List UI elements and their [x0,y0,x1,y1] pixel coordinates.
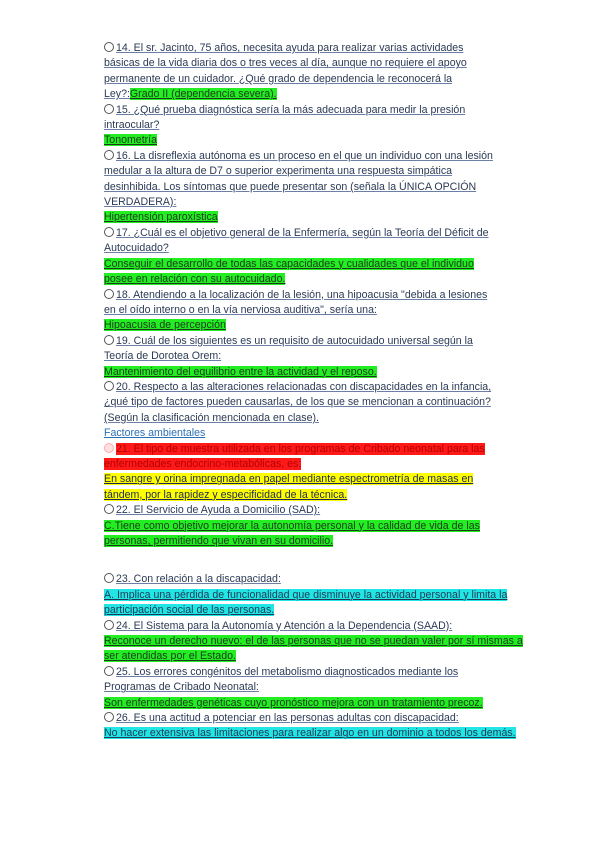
answer-text: Hipertensión paroxística [104,211,218,224]
answer-text: participación social de las personas. [104,604,275,617]
question-line [104,164,524,179]
answer-line [104,210,524,225]
answer-text: Factores ambientales [104,427,206,440]
answer-text: Tonometría [104,134,157,147]
question-text: medular a la altura de D7 o superior experimenta una respuesta simpática [104,165,453,178]
answer-text: Conseguir el desarrollo de todas las capacidades y cualidades que el individuo [104,257,474,270]
question-line [104,411,524,426]
radio-button[interactable] [104,335,114,345]
question-line [104,303,524,318]
question-line [104,680,524,695]
question-line [104,288,524,303]
spacer [104,549,524,572]
radio-button[interactable] [104,150,114,160]
radio-button[interactable] [104,42,114,52]
question-text: 21. El tipo de muestra utilizada en los programas de Cribado neonatal para las [116,442,485,455]
question-line [104,711,524,726]
question-block [104,503,524,549]
question-block [104,380,524,442]
question-block [104,226,524,288]
answer-text: Son enfermedades genéticas cuyo pronóstico mejora con un tratamiento precoz. [104,696,483,709]
radio-button[interactable] [104,227,114,237]
answer-line [104,472,524,487]
answer-text: Reconoce un derecho nuevo: el de las personas que no se puedan valer por sí mismas a [104,635,523,648]
question-block [104,619,524,665]
answer-text: posee en relación con su autocuidado. [104,273,286,286]
quiz-document [104,41,524,742]
radio-button[interactable] [104,620,114,630]
answer-line [104,519,524,534]
answer-line [104,488,524,503]
radio-button[interactable] [104,712,114,722]
question-text: permanente de un cuidador. ¿Qué grado de dependencia le reconocerá la [104,72,453,85]
answer-line [104,634,524,649]
question-text: VERDADERA): [104,196,177,209]
answer-text: ser atendidas por el Estado. [104,650,236,663]
question-text: 20. Respecto a las alteraciones relacionadas con discapacidades en la infancia, [116,380,492,393]
question-text: 24. El Sistema para la Autonomía y Atención a la Dependencia (SAAD): [116,619,453,632]
question-block [104,665,524,711]
radio-button[interactable] [104,573,114,583]
radio-button[interactable] [104,666,114,676]
answer-line [104,534,524,549]
question-line [104,619,524,634]
answer-line [104,365,524,380]
question-text: 19. Cuál de los siguientes es un requisito de autocuidado universal según la [116,334,473,347]
question-text: 18. Atendiendo a la localización de la lesión, una hipoacusia "debida a lesiones [116,288,488,301]
question-line [104,241,524,256]
answer-text: Grado II (dependencia severa). [129,88,277,101]
answer-text: En sangre y orina impregnada en papel mediante espectrometría de masas en [104,473,474,486]
question-text: Programas de Cribado Neonatal: [104,681,259,694]
answer-line [104,649,524,664]
question-text: ¿qué tipo de factores pueden causarlas, de los que se mencionan a continuación? [104,396,491,409]
question-text: 22. El Servicio de Ayuda a Domicilio (SAD): [116,504,321,517]
answer-text: personas, permitiendo que vivan en su domicilio. [104,535,334,547]
question-line [104,442,524,457]
question-text: Teoría de Dorotea Orem: [104,350,222,363]
question-text: intraocular? [104,119,160,132]
answer-line [104,726,524,741]
question-line [104,149,524,164]
question-line [104,56,524,71]
question-line [104,503,524,518]
answer-text: Mantenimiento del equilibrio entre la actividad y el reposo. [104,365,377,378]
answer-text: Hipoacusia de percepción [104,319,226,332]
answer-line [104,318,524,333]
question-line [104,41,524,56]
question-block [104,103,524,149]
question-block [104,572,524,618]
question-block [104,41,524,103]
question-text: 23. Con relación a la discapacidad: [116,573,281,586]
question-text: (Según la clasificación mencionada en clase). [104,411,319,424]
question-line [104,180,524,195]
question-line [104,395,524,410]
answer-line [104,257,524,272]
question-line [104,87,524,102]
question-text: desinhibida. Los síntomas que puede presentar son (señala la ÚNICA OPCIÓN [104,180,477,193]
question-line [104,572,524,587]
answer-line [104,133,524,148]
question-line [104,457,524,472]
radio-button[interactable] [104,504,114,514]
question-text: 25. Los errores congénitos del metabolismo diagnosticados mediante los [116,665,459,678]
question-line [104,226,524,241]
question-text: enfermedades endocrino-metabólicas, es: [104,457,302,470]
question-line [104,72,524,87]
radio-button[interactable] [104,443,114,453]
question-text: 17. ¿Cuál es el objetivo general de la Enfermería, según la Teoría del Déficit de [116,226,489,239]
question-text: básicas de la vida diaria dos o tres veces al día, aunque no requiere el apoyo [104,57,467,70]
question-block [104,288,524,334]
answer-text: No hacer extensiva las limitaciones para realizar algo en un dominio a todos los demás. [104,727,516,740]
question-line [104,349,524,364]
answer-text: C.Tiene como objetivo mejorar la autonomía personal y la calidad de vida de las [104,519,480,532]
question-text: en el oído interno o en la vía nerviosa auditiva", sería una: [104,303,377,316]
question-line [104,103,524,118]
question-line [104,195,524,210]
answer-line [104,272,524,287]
question-block [104,334,524,380]
answer-text: A. Implica una pérdida de funcionalidad que disminuye la actividad personal y limita la [104,588,508,601]
answer-line [104,426,524,441]
question-text: Ley?: [104,88,130,101]
question-line [104,380,524,395]
answer-line [104,696,524,711]
question-line [104,665,524,680]
question-block [104,711,524,742]
question-text: 15. ¿Qué prueba diagnóstica sería la más adecuada para medir la presión [116,103,466,116]
answer-text: tándem, por la rapidez y especificidad de la técnica. [104,488,348,501]
question-text: 26. Es una actitud a potenciar en las personas adultas con discapacidad: [116,712,459,725]
radio-button[interactable] [104,104,114,114]
radio-button[interactable] [104,381,114,391]
question-block [104,149,524,226]
answer-line [104,588,524,603]
question-line [104,334,524,349]
question-text: 16. La disreflexia autónoma es un proceso en el que un individuo con una lesión [116,149,493,162]
question-text: Autocuidado? [104,242,169,255]
radio-button[interactable] [104,289,114,299]
question-block [104,442,524,504]
question-line [104,118,524,133]
answer-line [104,603,524,618]
question-text: 14. El sr. Jacinto, 75 años, necesita ayuda para realizar varias actividades [116,42,464,54]
